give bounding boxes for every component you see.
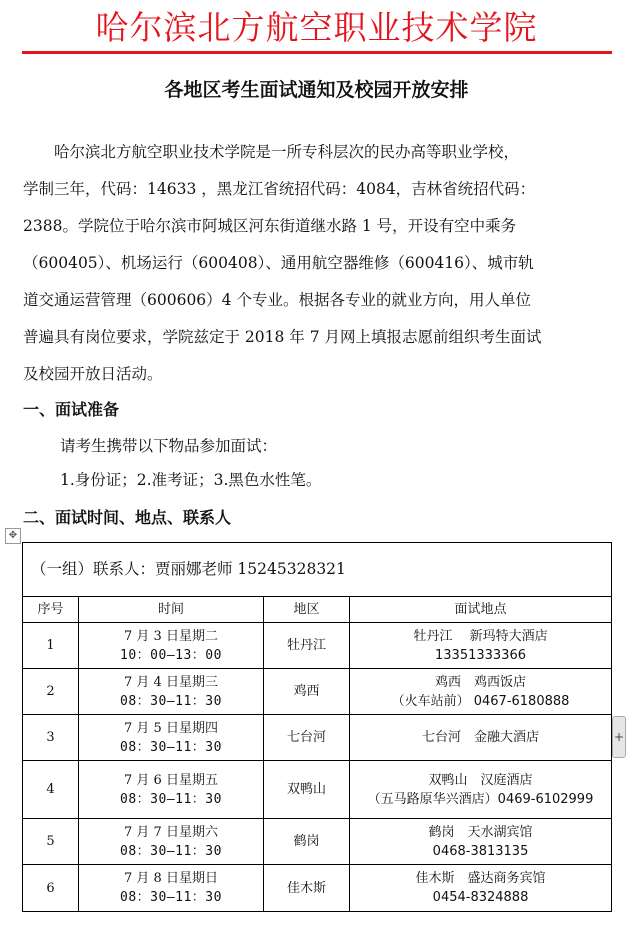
table-row xyxy=(23,623,612,669)
row-place-name: 牡丹江 新玛特大酒店 xyxy=(413,628,548,644)
row-place-name: 鹤岗 天水湖宾馆 xyxy=(428,824,533,840)
section2-heading: 二、面试时间、地点、联系人 xyxy=(23,508,232,527)
row-place xyxy=(350,669,612,715)
intro-line: 哈尔滨北方航空职业技术学院是一所专科层次的民办高等职业学校， xyxy=(23,143,520,161)
row-time xyxy=(79,819,264,865)
row-place xyxy=(350,623,612,669)
row-time xyxy=(79,865,264,912)
row-date: 7 月 5 日星期四 xyxy=(124,720,218,736)
row-number: 5 xyxy=(23,819,79,865)
row-date: 7 月 4 日星期三 xyxy=(124,674,218,690)
column-header-time: 时间 xyxy=(79,597,264,623)
row-place xyxy=(350,715,612,761)
red-divider xyxy=(22,51,612,54)
intro-line: 及校园开放日活动。 xyxy=(23,365,163,383)
row-date: 7 月 7 日星期六 xyxy=(124,824,218,840)
row-place-contact: （五马路原华兴酒店）0469-6102999 xyxy=(367,791,594,807)
table-row xyxy=(23,819,612,865)
row-number: 6 xyxy=(23,865,79,912)
column-header-place: 面试地点 xyxy=(350,597,612,623)
row-number: 4 xyxy=(23,761,79,819)
row-date: 7 月 8 日星期日 xyxy=(124,871,218,886)
move-icon[interactable]: ✥ xyxy=(5,528,21,544)
row-region: 双鸭山 xyxy=(264,761,350,819)
row-time xyxy=(79,761,264,819)
row-region: 鹤岗 xyxy=(264,819,350,865)
intro-line: 2388。学院位于哈尔滨市阿城区河东街道继水路 1 号，开设有空中乘务 xyxy=(23,217,517,235)
row-region: 七台河 xyxy=(264,715,350,761)
row-number: 2 xyxy=(23,669,79,715)
table-row xyxy=(23,669,612,715)
section1-line1: 请考生携带以下物品参加面试： xyxy=(60,437,278,455)
table-row xyxy=(23,761,612,819)
row-number: 3 xyxy=(23,715,79,761)
group-contact: （一组）联系人：贾丽娜老师 15245328321 xyxy=(23,543,612,597)
intro-line: 道交通运营管理（600606）4 个专业。根据各专业的就业方向，用人单位 xyxy=(23,291,531,309)
row-place-name: 七台河 金融大酒店 xyxy=(422,730,540,745)
row-place-name: 鸡西 鸡西饭店 xyxy=(435,674,527,690)
row-date: 7 月 6 日星期五 xyxy=(124,772,218,788)
row-date: 7 月 3 日星期二 xyxy=(124,628,218,644)
row-place-contact: 0468-3813135 xyxy=(432,843,529,859)
intro-line: 普遍具有岗位要求，学院兹定于 2018 年 7 月网上填报志愿前组织考生面试 xyxy=(23,328,542,346)
section1-heading: 一、面试准备 xyxy=(23,400,120,419)
row-hours: 08：30—11：30 xyxy=(120,890,222,905)
intro-line: （600405）、机场运行（600408）、通用航空器维修（600416）、城市轨 xyxy=(23,254,534,272)
row-hours: 08：30—11：30 xyxy=(120,843,222,859)
intro-paragraph xyxy=(23,134,618,393)
row-place-contact: 13351333366 xyxy=(435,647,526,663)
row-time xyxy=(79,715,264,761)
row-place xyxy=(350,819,612,865)
row-place-name: 双鸭山 汉庭酒店 xyxy=(428,772,533,788)
row-region: 鸡西 xyxy=(264,669,350,715)
row-region: 牡丹江 xyxy=(264,623,350,669)
row-time xyxy=(79,623,264,669)
plus-icon[interactable]: + xyxy=(612,716,626,758)
section1-line2: 1.身份证；2.准考证；3.黑色水性笔。 xyxy=(60,471,322,489)
school-name-header: 哈尔滨北方航空职业技术学院 xyxy=(95,8,538,47)
table-row xyxy=(23,865,612,912)
intro-line: 学制三年，代码：14633 ，黑龙江省统招代码：4084，吉林省统招代码： xyxy=(23,180,536,198)
row-hours: 10：00—13：00 xyxy=(120,647,222,663)
row-hours: 08：30—11：30 xyxy=(120,791,222,807)
row-place xyxy=(350,865,612,912)
column-header-no: 序号 xyxy=(23,597,79,623)
row-number: 1 xyxy=(23,623,79,669)
table-row xyxy=(23,715,612,761)
schedule-table xyxy=(22,542,612,912)
row-place-contact: 0454-8324888 xyxy=(432,890,529,905)
row-place-name: 佳木斯 盛达商务宾馆 xyxy=(415,871,546,886)
row-hours: 08：30—11：30 xyxy=(120,693,222,709)
row-hours: 08：30—11：30 xyxy=(120,739,222,755)
document-title: 各地区考生面试通知及校园开放安排 xyxy=(164,79,469,101)
column-header-region: 地区 xyxy=(264,597,350,623)
row-region: 佳木斯 xyxy=(264,865,350,912)
row-place-contact: （火车站前） 0467-6180888 xyxy=(391,693,570,709)
row-time xyxy=(79,669,264,715)
row-place xyxy=(350,761,612,819)
